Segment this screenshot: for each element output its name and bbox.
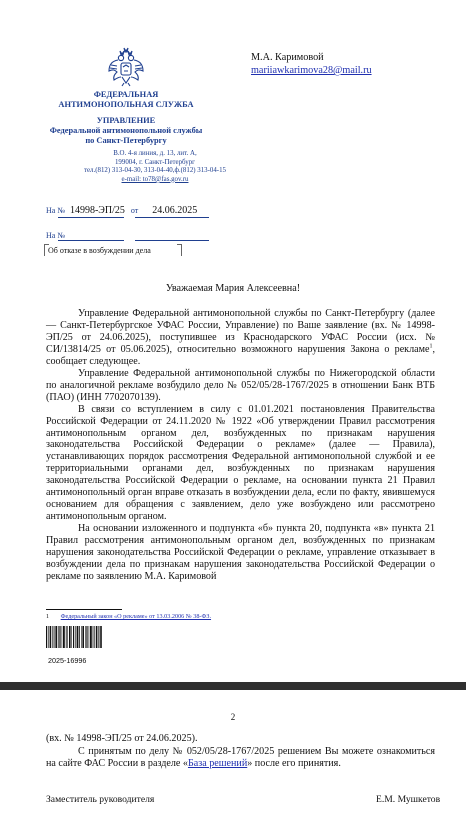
page-number: 2 xyxy=(230,712,236,722)
paragraph-2: Управление Федеральной антимонопольной службы по Нижегородской области по аналогичной рекламе возбудило дело № 052/05/28-1767/2025 в отношении Банк ВТБ (ПАО) (ИНН 7702070139). xyxy=(46,367,435,403)
barcode-number: 2025-16996 xyxy=(48,656,87,665)
signer-name: Е.М. Мушкетов xyxy=(376,794,441,805)
recipient xyxy=(251,51,372,77)
paragraph-info-start: С принятым по делу № 052/05/28-1767/2025 решением Вы можете ознакомиться на сайте ФАС России в разделе « xyxy=(46,745,435,770)
org-line-1: ФЕДЕРАЛЬНАЯ xyxy=(93,90,159,99)
continuation-line: (вх. № 14998-ЭП/25 от 24.06.2025). xyxy=(46,733,198,744)
phones: тел.(812) 313-04-30, 313-04-40,ф.(812) 313-04-15 xyxy=(83,167,226,175)
registration-line xyxy=(46,205,197,216)
paragraph-1-text: Управление Федеральной антимонопольной службы по Санкт-Петербургу (далее — Санкт-Петербургское УФАС России, Управление) по Вашe заявление (вх. № 14998-ЭП/25 от 24.06.2025), поступившее из Краснодарского УФАС России (исх. № СИ/13814/25 от 05.06.2025), относительно возможного нарушения Закона о рекламе xyxy=(46,308,435,355)
paragraph-1-tail: , сообщает следующее. xyxy=(46,343,435,367)
reg-date: 24.06.2025 xyxy=(152,205,198,216)
page-separator xyxy=(0,682,466,690)
dept-line-1: УПРАВЛЕНИЕ xyxy=(96,116,156,125)
letter-page-2 xyxy=(0,690,466,831)
org-email: e-mail: to78@fas.gov.ru xyxy=(121,175,189,183)
org-name xyxy=(40,90,212,146)
footnote-ref: 1 xyxy=(429,343,433,350)
paragraph-info xyxy=(46,746,435,771)
signer-title: Заместитель руководителя xyxy=(46,794,155,805)
recipient-email[interactable]: mariiawkarimova28@mail.ru xyxy=(251,65,372,76)
reg-no-underline-2 xyxy=(58,240,124,241)
reg-no-label: На № xyxy=(46,206,65,215)
reg-no-label-2: На № xyxy=(46,231,65,240)
footnote xyxy=(46,613,211,620)
subject-line: Об отказе в возбуждении дела xyxy=(48,246,151,255)
reg-date-underline-2 xyxy=(135,240,209,241)
paragraph-3: В связи со вступлением в силу с 01.01.2021 постановления Правительства Российской Федерации от 24.11.2020 № 1922 «Об утверждении Правил рассмотрения антимонопольным органом дел, возбужденных по признакам нарушения законодательства Российской Федерации о рекламе» (далее — Правила), устанавливающих порядок рассмотрения Федеральной антимонопольной службой и ее территориальными органами дел, возбужденных по признакам нарушения законодательства Российской Федерации о рекламе, на основании пункта 21 Правил антимонопольный орган вправе отказать в возбуждении дела, если по факту, явившемуся основанием для обращения с заявлением, дело уже возбуждено или рассмотрено антимонопольным органом. xyxy=(46,403,435,523)
org-line-2: АНТИМОНОПОЛЬНАЯ СЛУЖБА xyxy=(58,100,194,109)
russian-coat-of-arms-icon xyxy=(106,47,146,87)
address-line-1: В.О. 4-я линия, д. 13, лит. А, xyxy=(113,150,197,157)
dept-line-2: Федеральной антимонопольной службы xyxy=(49,126,203,135)
subject-bracket-right xyxy=(177,244,182,256)
dept-line-3: по Санкт-Петербургу xyxy=(85,136,167,145)
paragraph-4: На основании изложенного и подпункта «б» пункта 20, подпункта «в» пункта 21 Правил рассмотрения антимонопольным органом дел, возбужденных по признакам нарушения законодательства Российской Федерации о рекламе, управление отказывает в возбуждении дела по признакам нарушения законодательства Российской Федерации о рекламе по заявлению М.А. Каримовой xyxy=(46,523,435,582)
reg-number: 14998-ЭП/25 xyxy=(69,205,125,216)
footnote-number: 1 xyxy=(46,613,50,620)
footnote-divider xyxy=(46,609,122,610)
reg-from-label: от xyxy=(130,206,139,215)
salutation: Уважаемая Мария Алексеевна! xyxy=(165,283,301,294)
reg-second-line xyxy=(46,231,65,240)
org-contacts xyxy=(40,150,270,184)
recipient-name: М.А. Каримовой xyxy=(251,52,324,63)
paragraph-1 xyxy=(46,308,435,368)
letter-body xyxy=(46,308,435,583)
address-line-2: 199004, г. Санкт-Петербург xyxy=(114,158,196,166)
barcode-icon xyxy=(46,626,102,648)
decisions-database-link[interactable]: База решений xyxy=(187,758,248,770)
page-2-body xyxy=(46,733,435,771)
paragraph-info-end: » после его принятия. xyxy=(247,758,341,770)
footnote-link[interactable]: Федеральный закон «О рекламе» от 13.03.2006 № 38-ФЗ. xyxy=(60,613,212,620)
reg-number-underline xyxy=(58,217,124,218)
reg-date-underline xyxy=(135,217,209,218)
